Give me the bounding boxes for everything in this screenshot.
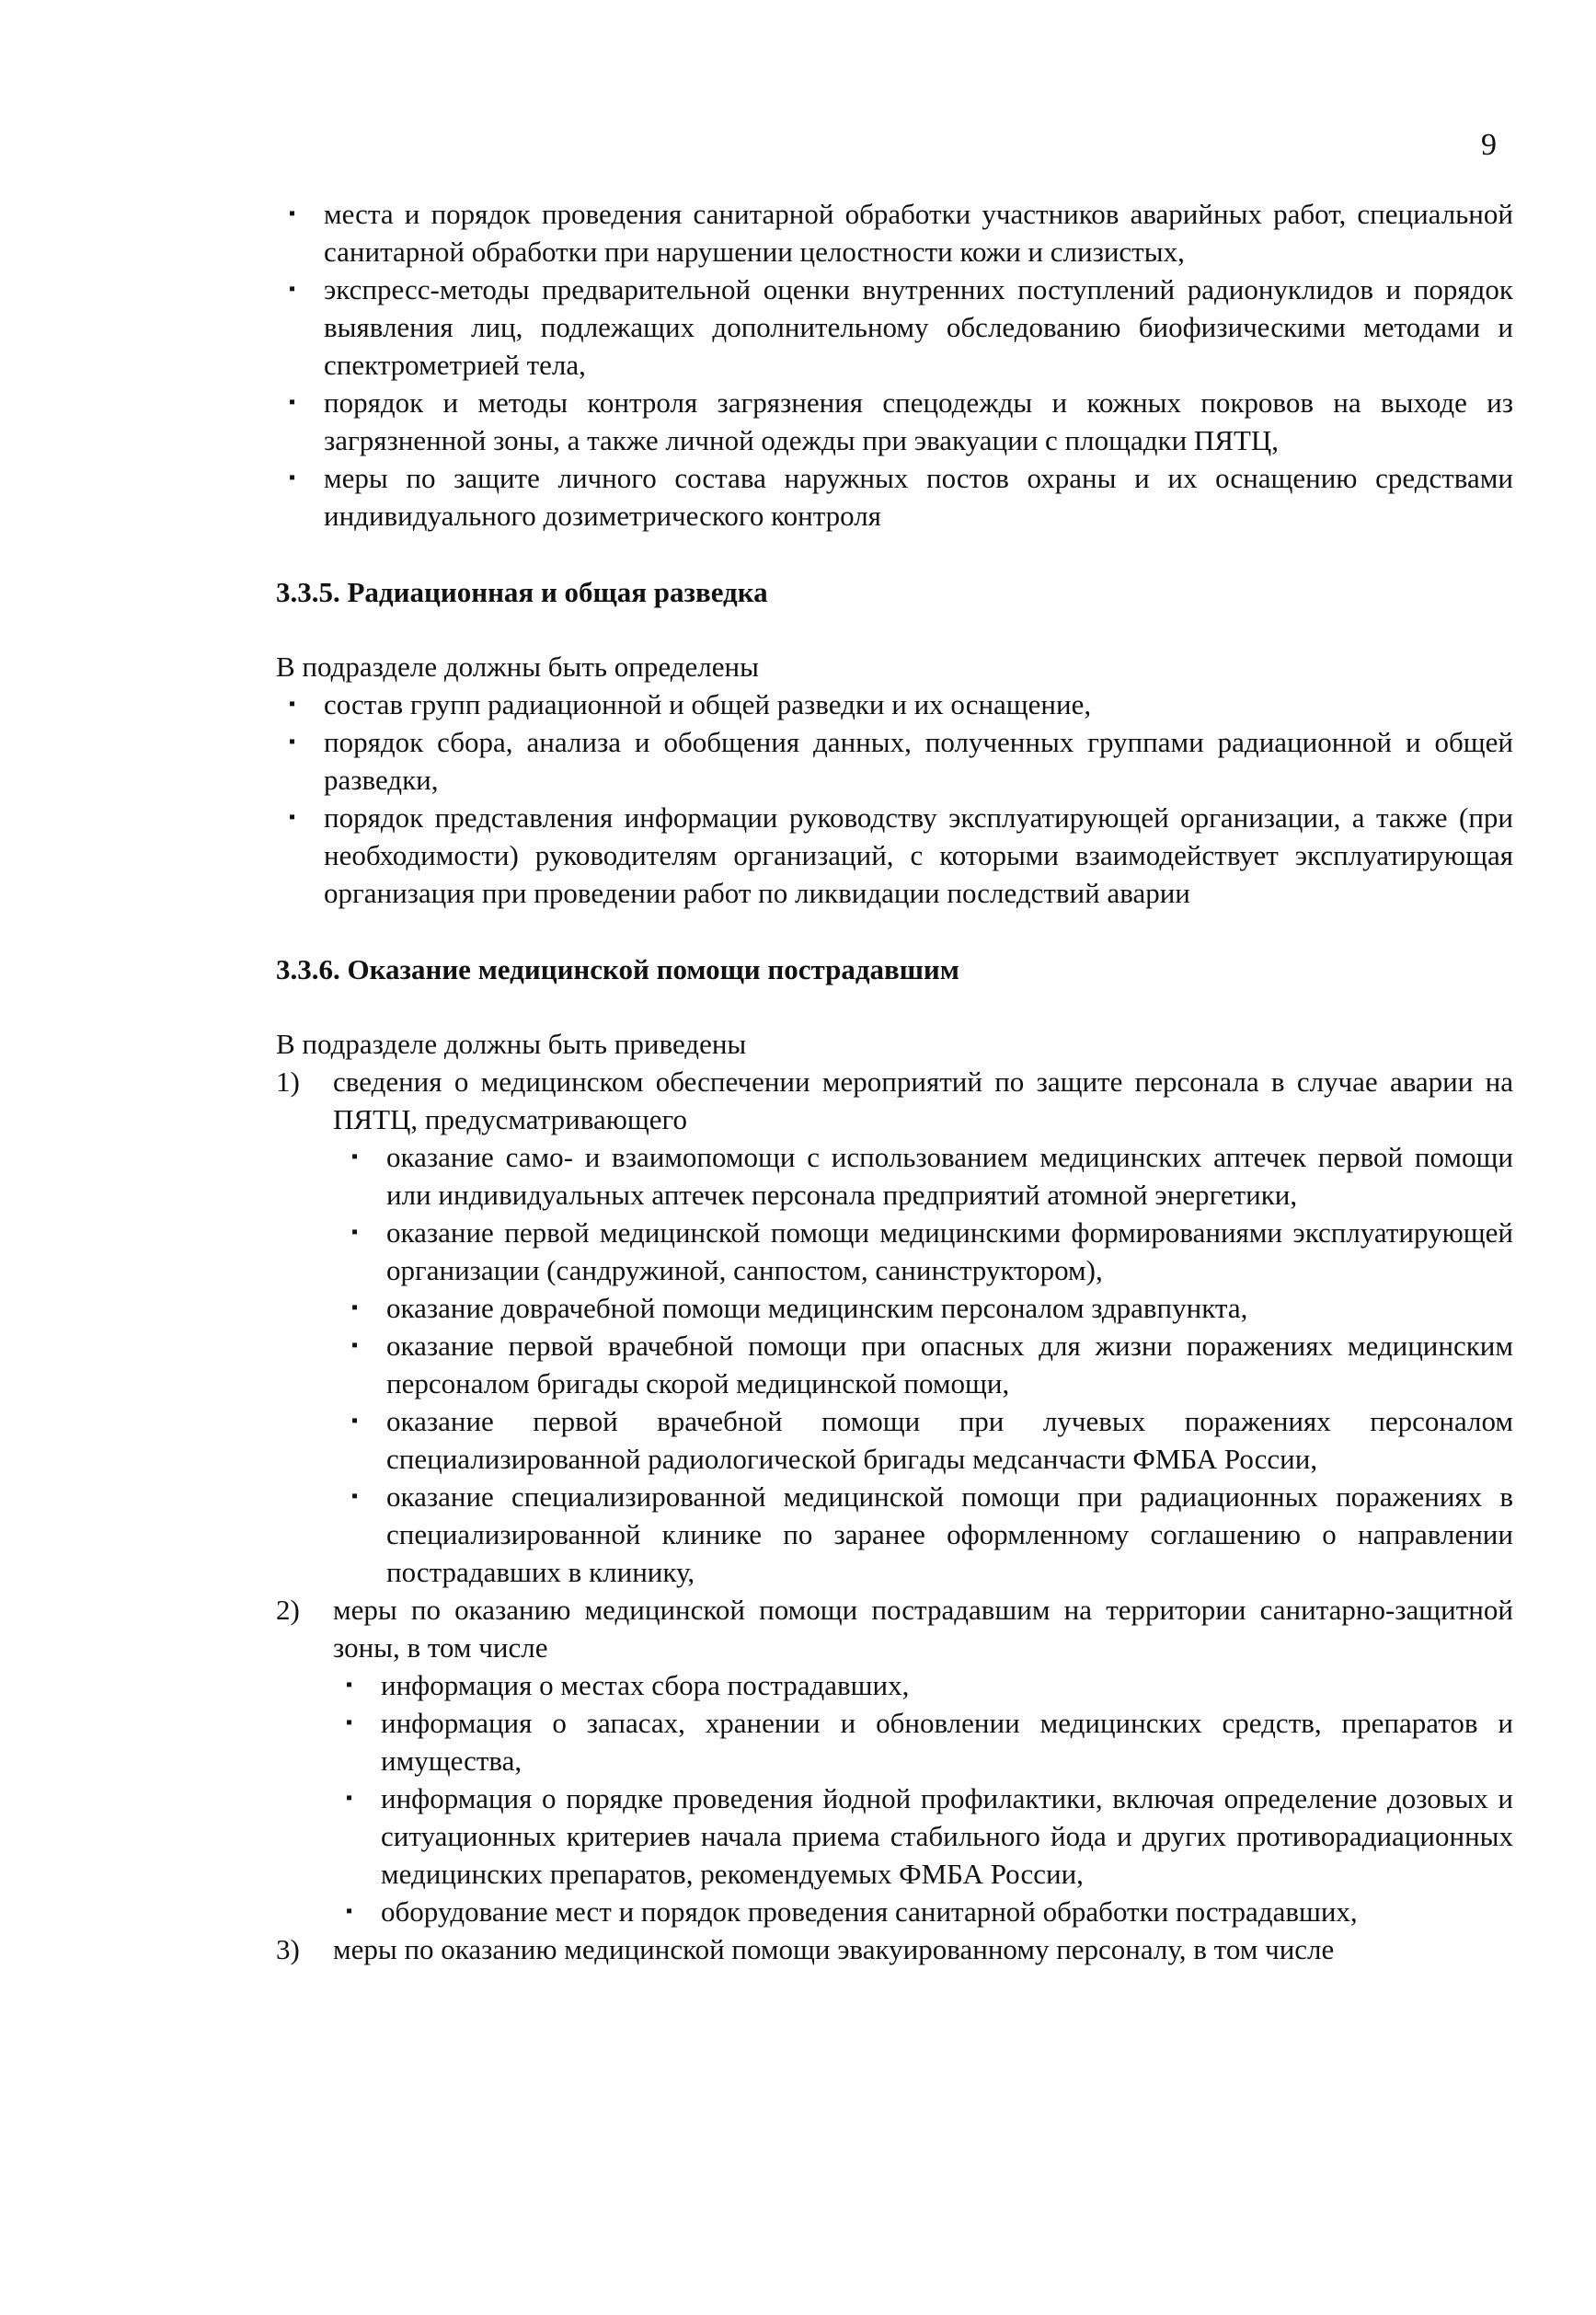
sub-list-item xyxy=(339,1327,1513,1402)
numbered-item-text: меры по оказанию медицинской помощи пострадавшим на территории санитарно-защитной зоны, в том числе xyxy=(333,1594,1513,1664)
bullet-icon: ▪ xyxy=(289,279,296,299)
item-number: 3) xyxy=(276,1933,300,1965)
sub-list-item xyxy=(339,1402,1513,1478)
bullet-icon: ▪ xyxy=(351,1297,359,1318)
list-item-text: порядок сбора, анализа и обобщения данных, полученных группами радиационной и общей разведки, xyxy=(324,726,1513,796)
list-item xyxy=(276,271,1513,384)
bullet-icon: ▪ xyxy=(346,1901,353,1921)
bullet-icon: ▪ xyxy=(346,1788,353,1808)
list-item xyxy=(276,685,1513,723)
bullet-icon: ▪ xyxy=(346,1675,353,1695)
sub-list-item-text: информация о порядке проведения йодной профилактики, включая определение дозовых и ситуационных критериев начала приема стабильного йода и других противорадиационных медицинских препаратов, рекомендуемых ФМБА России, xyxy=(381,1782,1513,1890)
numbered-item-text: сведения о медицинском обеспечении мероприятий по защите персонала в случае аварии на ПЯТЦ, предусматривающего xyxy=(333,1065,1513,1135)
sub-list-item-text: информация о местах сбора пострадавших, xyxy=(381,1669,910,1701)
list-item-text: места и порядок проведения санитарной обработки участников аварийных работ, специальной санитарной обработки при нарушении целостности кожи и слизистых, xyxy=(324,198,1513,268)
sub-list-item-text: оказание первой медицинской помощи медицинскими формированиями эксплуатирующей организации (сандружиной, санпостом, санинструктором), xyxy=(386,1216,1513,1286)
list-item xyxy=(276,384,1513,459)
bullet-icon: ▪ xyxy=(289,807,296,827)
bullet-icon: ▪ xyxy=(346,1712,353,1733)
numbered-item-3 xyxy=(276,1930,1513,1968)
numbered-item-2 xyxy=(276,1591,1513,1666)
sub-list-item-text: оказание специализированной медицинской помощи при радиационных поражениях в специализированной клинике по заранее оформленному соглашению о направлении пострадавших в клинику, xyxy=(386,1480,1513,1588)
section-heading-336: 3.3.6. Оказание медицинской помощи пострадавшим xyxy=(276,953,959,985)
list-item xyxy=(276,195,1513,271)
sub-list-item-text: оказание первой врачебной помощи при опасных для жизни поражениях медицинским персоналом бригады скорой медицинской помощи, xyxy=(386,1330,1513,1399)
sub-list-item-text: оказание первой врачебной помощи при лучевых поражениях персоналом специализированной радиологической бригады медсанчасти ФМБА России, xyxy=(386,1405,1513,1475)
list-item-text: состав групп радиационной и общей разведки и их оснащение, xyxy=(324,688,1092,720)
list-item-text: порядок и методы контроля загрязнения спецодежды и кожных покровов на выходе из загрязненной зоны, а также личной одежды при эвакуации с площадки ПЯТЦ, xyxy=(324,386,1513,456)
list-item xyxy=(276,459,1513,535)
sub-list-item xyxy=(339,1478,1513,1591)
page-number: 9 xyxy=(1481,128,1497,162)
bullet-icon: ▪ xyxy=(289,203,296,224)
sub-list-item-text: оказание само- и взаимопомощи с использованием медицинских аптечек первой помощи или индивидуальных аптечек персонала предприятий атомной энергетики, xyxy=(386,1141,1513,1211)
sub-list-item-text: оборудование мест и порядок проведения санитарной обработки пострадавших, xyxy=(381,1895,1358,1928)
list-item-text: экспресс-методы предварительной оценки внутренних поступлений радионуклидов и порядок выявления лиц, подлежащих дополнительному обследованию биофизическими методами и спектрометрией тела, xyxy=(324,273,1513,381)
bullet-icon: ▪ xyxy=(289,731,296,752)
sub-list-item xyxy=(333,1893,1513,1930)
sub-list-item xyxy=(333,1666,1513,1704)
top-bullet-list xyxy=(276,195,1513,535)
section-335-list xyxy=(276,685,1513,912)
sub-list-item xyxy=(339,1214,1513,1289)
sub-list-item xyxy=(333,1779,1513,1893)
bullet-icon: ▪ xyxy=(351,1146,359,1167)
bullet-icon: ▪ xyxy=(289,392,296,412)
section-intro-335: В подразделе должны быть определены xyxy=(276,651,759,683)
numbered-item-2-sublist xyxy=(333,1666,1513,1930)
item-number: 2) xyxy=(276,1594,300,1626)
bullet-icon: ▪ xyxy=(289,694,296,714)
list-item-text: порядок представления информации руководству эксплуатирующей организации, а также (при необходимости) руководителям организаций, с которыми взаимодействует эксплуатирующая организация при проведении работ по ликвидации последствий аварии xyxy=(324,801,1513,909)
bullet-icon: ▪ xyxy=(351,1411,359,1431)
page-content xyxy=(276,195,1513,1968)
bullet-icon: ▪ xyxy=(351,1486,359,1506)
sub-list-item-text: информация о запасах, хранении и обновлении медицинских средств, препаратов и имущества, xyxy=(381,1707,1513,1777)
sub-list-item xyxy=(339,1138,1513,1214)
item-number: 1) xyxy=(276,1065,300,1098)
bullet-icon: ▪ xyxy=(289,467,296,488)
section-336-numbered-list xyxy=(276,1063,1513,1968)
sub-list-item xyxy=(333,1704,1513,1779)
bullet-icon: ▪ xyxy=(351,1335,359,1355)
bullet-icon: ▪ xyxy=(351,1222,359,1242)
numbered-item-text: меры по оказанию медицинской помощи эвакуированному персоналу, в том числе xyxy=(333,1933,1335,1965)
list-item xyxy=(276,799,1513,912)
numbered-item-1 xyxy=(276,1063,1513,1138)
numbered-item-1-sublist xyxy=(339,1138,1513,1591)
list-item-text: меры по защите личного состава наружных постов охраны и их оснащению средствами индивидуального дозиметрического контроля xyxy=(324,462,1513,532)
section-intro-336: В подразделе должны быть приведены xyxy=(276,1028,747,1060)
sub-list-item xyxy=(339,1289,1513,1327)
section-heading-335: 3.3.5. Радиационная и общая разведка xyxy=(276,576,768,608)
list-item xyxy=(276,723,1513,799)
sub-list-item-text: оказание доврачебной помощи медицинским персоналом здравпункта, xyxy=(386,1292,1248,1324)
